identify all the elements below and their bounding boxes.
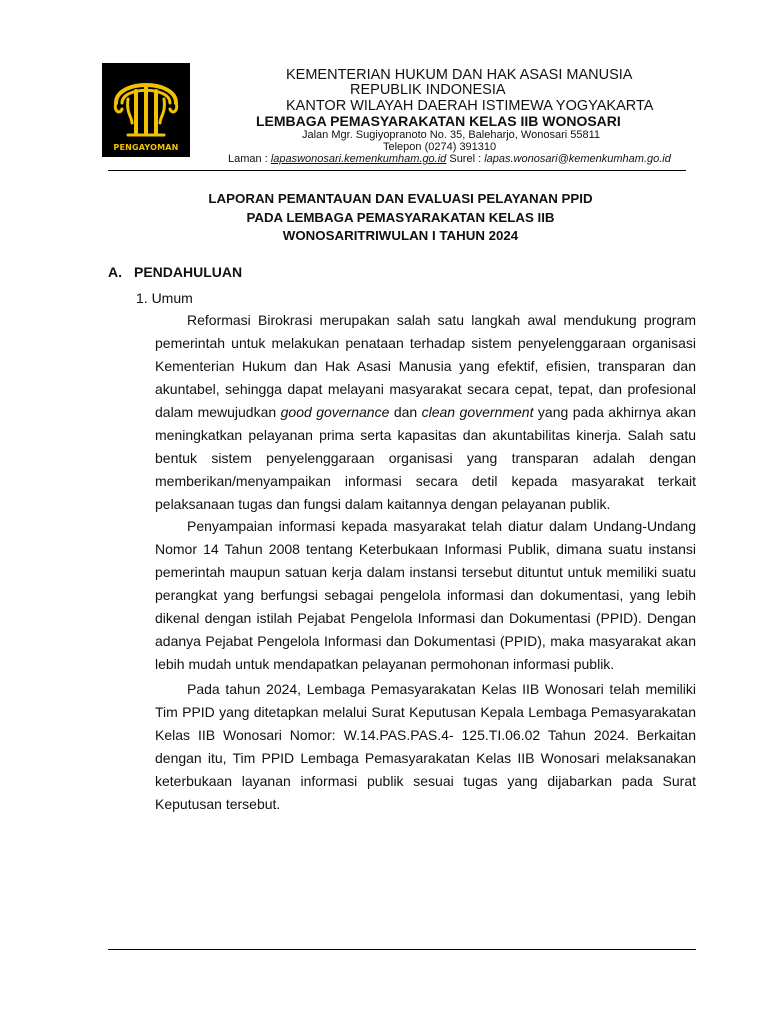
paragraph-1 bbox=[155, 309, 696, 516]
section-letter: A. bbox=[108, 264, 122, 280]
regional-office-name: KANTOR WILAYAH DAERAH ISTIMEWA YOGYAKARTA bbox=[286, 98, 654, 114]
logo-label: PENGAYOMAN bbox=[113, 143, 179, 152]
paragraph-1-part-b: dan bbox=[389, 404, 422, 420]
contact-line bbox=[228, 153, 671, 166]
section-title: PENDAHULUAN bbox=[134, 264, 243, 280]
paragraph-3: Pada tahun 2024, Lembaga Pemasyarakatan Kelas IIB Wonosari telah memiliki Tim PPID yang ditetapkan melalui Surat Keputusan Kepala Lembaga Pemasyarakatan Kelas IIB Wonosari Nomor: W.14.PAS.PAS.4- 125.TI.06.02 Tahun 2024. Berkaitan dengan itu, Tim PPID Lembaga Pemasyarakatan Kelas IIB Wonosari melaksanakan keterbukaan layanan informasi publik sesuai tugas yang dijabarkan pada Surat Keputusan tersebut. bbox=[155, 681, 696, 812]
paragraph-1-italic-clean-government: clean government bbox=[421, 404, 534, 420]
report-title bbox=[108, 190, 693, 246]
republic-name: REPUBLIK INDONESIA bbox=[350, 82, 506, 98]
report-title-line-2: PADA LEMBAGA PEMASYARAKATAN KELAS IIB bbox=[246, 209, 555, 225]
paragraph-2: Penyampaian informasi kepada masyarakat telah diatur dalam Undang-Undang Nomor 14 Tahun 2008 tentang Keterbukaan Informasi Publik, dimana suatu instansi pemerintah maupun satuan kerja dalam instansi tersebut dituntut untuk memiliki suatu perangkat yang berfungsi sebagai pengelola informasi dan dokumentasi, yang lebih dikenal dengan istilah Pejabat Pengelola Informasi dan Dokumentasi (PPID). Dengan adanya Pejabat Pengelola Informasi dan Dokumentasi (PPID), maka masyarakat akan lebih mudah untuk mendapatkan pelayanan permohonan informasi publik. bbox=[155, 518, 696, 672]
email-label: Surel : bbox=[446, 153, 485, 165]
phone-line: Telepon (0274) 391310 bbox=[383, 141, 497, 153]
paragraph-1-part-a: Reformasi Birokrasi merupakan salah satu langkah awal mendukung program pemerintah untuk melakukan penataan terhadap sistem penyelenggaraan organisasi Kementerian Hukum dan Hak Asasi Manusia yang efektif, efisien, transparan dan akuntabel, sehingga dapat melayani masyarakat secara cepat, tepat, dan profesional dalam mewujudkan bbox=[155, 312, 696, 420]
report-title-line-1: LAPORAN PEMANTAUAN DAN EVALUASI PELAYANAN PPID bbox=[208, 191, 593, 206]
pengayoman-logo bbox=[102, 63, 190, 157]
website-link[interactable]: lapaswonosari.kemenkumham.go.id bbox=[270, 153, 447, 165]
paragraph-1-italic-good-governance: good governance bbox=[280, 404, 390, 420]
ministry-name: KEMENTERIAN HUKUM DAN HAK ASASI MANUSIA bbox=[286, 67, 633, 83]
paragraph-1-part-c: yang pada akhirnya akan meningkatkan pelayanan prima serta kapasitas dan akuntabilitas kinerja. Salah satu bentuk sistem penyelenggaraan organisasi yang transparan adalah dengan memberikan/menyampaikan informasi secara detil kepada masyarakat terkait pelaksanaan tugas dan fungsi dalam kaitannya dengan pelayanan publik. bbox=[155, 404, 697, 512]
footer-divider bbox=[108, 949, 696, 950]
report-title-line-3: WONOSARITRIWULAN I TAHUN 2024 bbox=[282, 228, 519, 243]
website-label: Laman : bbox=[228, 153, 271, 165]
section-heading bbox=[108, 264, 242, 280]
email-address: lapas.wonosari@kemenkumham.go.id bbox=[484, 153, 671, 165]
address-line: Jalan Mgr. Sugiyopranoto No. 35, Baleharjo, Wonosari 55811 bbox=[302, 129, 600, 141]
subsection-heading: 1. Umum bbox=[136, 290, 193, 306]
institution-name: LEMBAGA PEMASYARAKATAN KELAS IIB WONOSARI bbox=[256, 113, 621, 129]
letterhead-divider bbox=[108, 170, 686, 171]
